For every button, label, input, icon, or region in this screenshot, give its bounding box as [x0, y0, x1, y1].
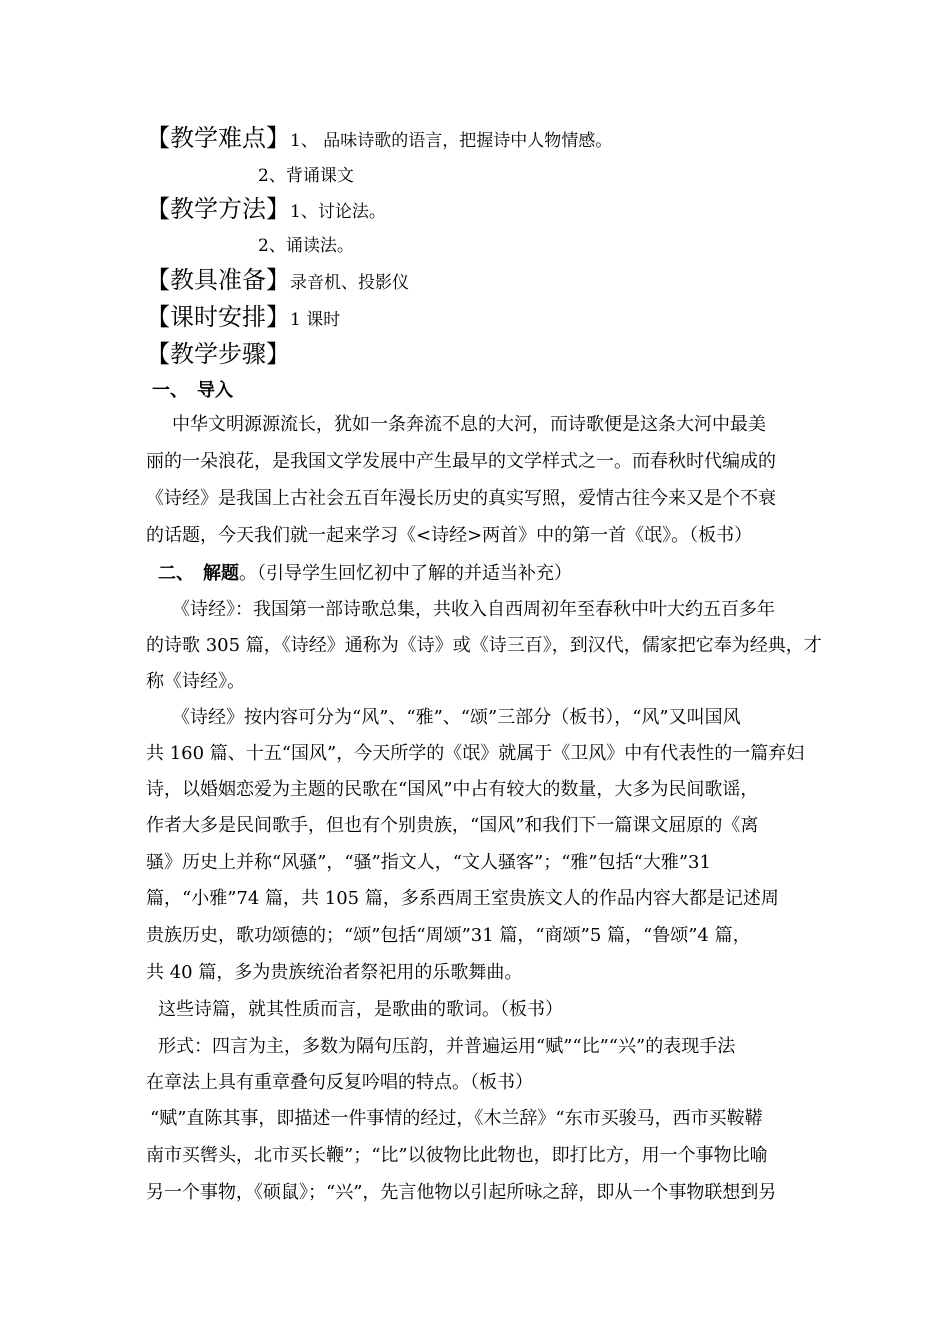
- para1-line-3: 称《诗经》。: [146, 671, 245, 692]
- para2-line-2: 共 160 篇、十五“国风”，今天所学的《氓》就属于《卫风》中有代表性的一篇弃妇: [146, 743, 805, 764]
- method-item-1: 1、讨论法。: [290, 202, 386, 222]
- tools-title: 【教具准备】: [146, 266, 290, 294]
- para2-line-7: 贵族历史，歌功颂德的；“颂”包括“周颂”31 篇，“商颂”5 篇，“鲁颂”4 篇，: [146, 925, 751, 946]
- step1-line-4: 的话题，今天我们就一起来学习《<诗经>两首》中的第一首《氓》。（板书）: [146, 525, 753, 546]
- method-row: [146, 193, 386, 228]
- para2-line-4: 作者大多是民间歌手，但也有个别贵族，“国风”和我们下一篇课文屈原的《离: [146, 815, 759, 836]
- para2-line-1: 《诗经》按内容可分为“风”、“雅”、“颂”三部分（板书），“风”又叫国风: [172, 707, 741, 728]
- method-item-2: 2、诵读法。: [258, 236, 354, 256]
- para4-line-1: 形式：四言为主，多数为隔句压韵，并普遍运用“赋”“比”“兴”的表现手法: [158, 1036, 736, 1057]
- step2-heading-note: 。（引导学生回忆初中了解的并适当补充）: [239, 563, 572, 584]
- para2-line-3: 诗，以婚姻恋爱为主题的民歌在“国风”中占有较大的数量，大多为民间歌谣，: [146, 779, 759, 800]
- difficulty-item-2: 2、背诵课文: [258, 166, 354, 186]
- para5-line-3: 另一个事物，《硕鼠》；“兴”，先言他物以引起所咏之辞，即从一个事物联想到另: [146, 1182, 777, 1203]
- para3-line: 这些诗篇，就其性质而言，是歌曲的歌词。（板书）: [158, 999, 563, 1020]
- step1-line-2: 丽的一朵浪花，是我国文学发展中产生最早的文学样式之一。而春秋时代编成的: [146, 451, 776, 472]
- schedule-title: 【课时安排】: [146, 303, 290, 331]
- step2-heading-row: [158, 561, 572, 587]
- steps-title: 【教学步骤】: [146, 340, 290, 368]
- para1-line-2: 的诗歌 305 篇，《诗经》通称为《诗》或《诗三百》，到汉代，儒家把它奉为经典，才: [146, 635, 822, 656]
- difficulty-title: 【教学难点】: [146, 124, 290, 152]
- schedule-row: [146, 301, 340, 336]
- para5-line-1: “赋”直陈其事，即描述一件事情的经过，《木兰辞》“东市买骏马，西市买鞍鞯: [150, 1108, 763, 1129]
- difficulty-item-1: 1、 品味诗歌的语言，把握诗中人物情感。: [290, 131, 613, 151]
- tools-text: 录音机、投影仪: [290, 273, 409, 293]
- para2-line-5: 骚》历史上并称“风骚”，“骚”指文人，“文人骚客”；“雅”包括“大雅”31: [146, 852, 711, 873]
- step2-heading: 二、 解题: [158, 563, 239, 584]
- para1-line-1: 《诗经》：我国第一部诗歌总集，共收入自西周初年至春秋中叶大约五百多年: [172, 599, 775, 620]
- step1-line-3: 《诗经》是我国上古社会五百年漫长历史的真实写照，爱情古往今来又是个不衰: [146, 488, 776, 509]
- schedule-text: 1 课时: [290, 310, 341, 330]
- step1-heading: 一、 导入: [152, 380, 233, 401]
- difficulty-row: [146, 122, 612, 157]
- tools-row: [146, 264, 409, 299]
- para2-line-6: 篇，“小雅”74 篇，共 105 篇，多系西周王室贵族文人的作品内容大都是记述周: [146, 888, 779, 909]
- step1-line-1: 中华文明源源流长，犹如一条奔流不息的大河，而诗歌便是这条大河中最美: [172, 414, 766, 435]
- para4-line-2: 在章法上具有重章叠句反复吟唱的特点。（板书）: [146, 1072, 533, 1093]
- para2-line-8: 共 40 篇，多为贵族统治者祭祀用的乐歌舞曲。: [146, 962, 523, 983]
- para5-line-2: 南市买辔头，北市买长鞭”；“比”以彼物比此物也，即打比方，用一个事物比喻: [146, 1145, 768, 1166]
- method-title: 【教学方法】: [146, 195, 290, 223]
